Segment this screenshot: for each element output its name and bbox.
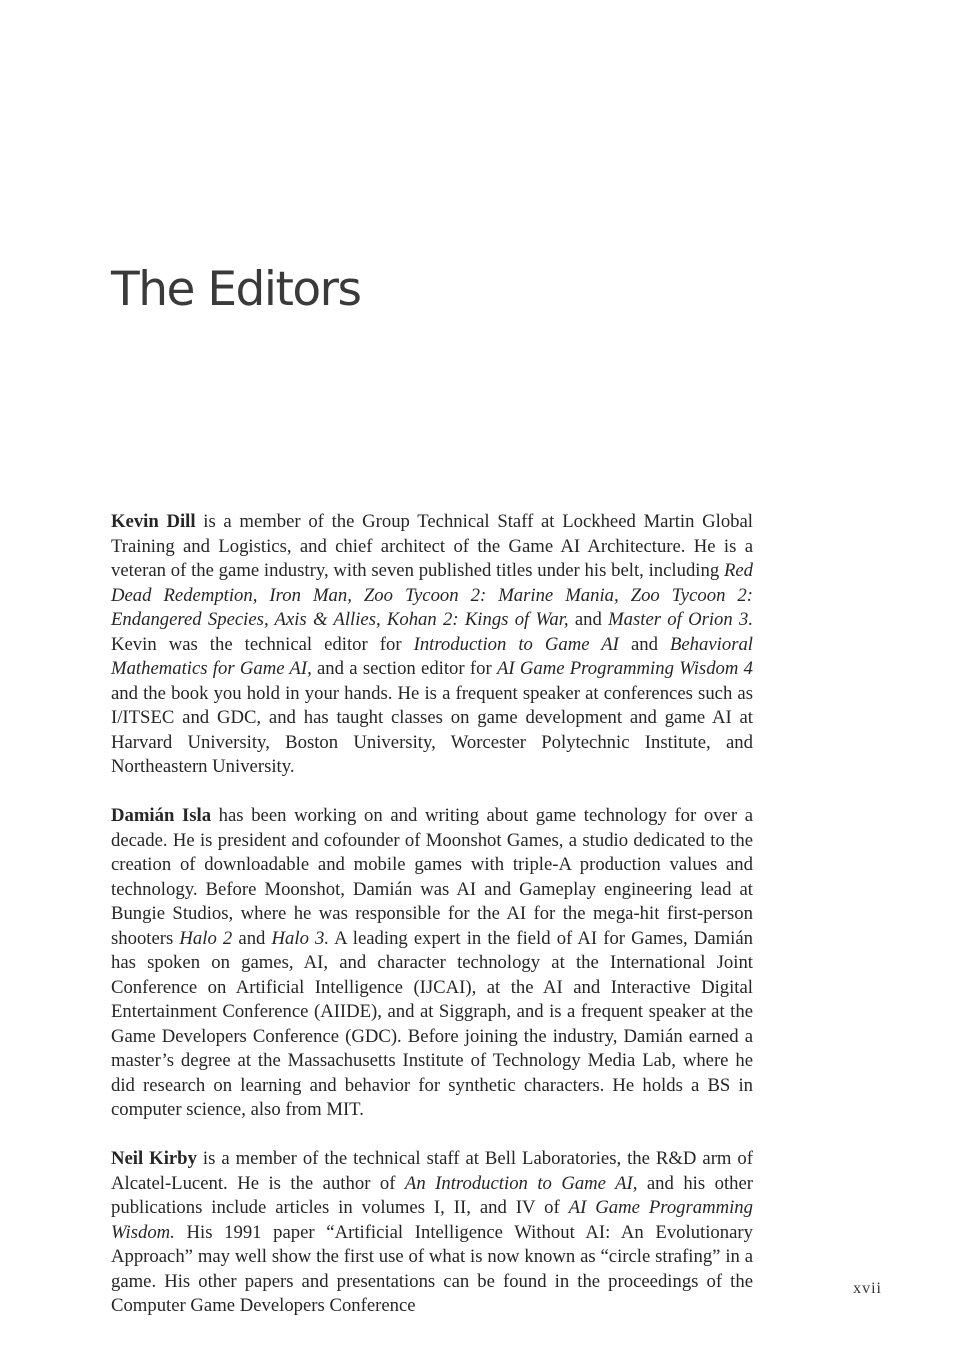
text-segment: has been working on and writing about game technology for over a decade. He is president and cofounder of Moonshot Games, a studio dedicated to the creation of downloadable and mobile games with triple-A production values and technology. Before Moonshot, Damián was AI and Gameplay engineering lead at Bungie Studios, where he was responsible for the AI for the mega-hit first-person shooters — [111, 805, 753, 949]
text-segment: is a member of the Group Technical Staff at Lockheed Martin Global Training and Logistics, and chief architect of the Game AI Architecture. He is a veteran of the game industry, with seven published titles under his belt, including — [111, 511, 753, 581]
text-segment: and — [568, 609, 609, 630]
bio-neil-kirby — [111, 1147, 753, 1319]
text-segment-italic: AI Game Programming Wisdom 4 — [496, 658, 753, 679]
text-segment-italic: Halo 2 — [179, 927, 233, 949]
text-segment-italic: Introduction to Game AI — [413, 633, 619, 655]
text-segment: and the book you hold in your hands. He is a frequent speaker at conferences such as I/ITSEC and GDC, and has taught classes on game development and game AI at Harvard University, Boston University, Worcester Polytechnic Institute, and Northeastern University. — [111, 682, 753, 777]
text-segment-italic: Behavioral Mathematics for Game AI, — [111, 633, 754, 679]
bio-name: Kevin Dill — [111, 511, 196, 532]
text-segment: and his other publications include articles in volumes I, II, and IV of — [111, 1172, 754, 1218]
bio-damian-isla — [111, 804, 753, 1123]
text-segment: His 1991 paper “Artificial Intelligence Without AI: An Evolutionary Approach” may well show the first use of what is now known as “circle strafing” in a game. His other papers and presentations can be found in the proceedings of the Computer Game Developers Conference — [111, 1221, 753, 1316]
bio-name: Neil Kirby — [111, 1148, 197, 1169]
page-number: xvii — [853, 1280, 882, 1297]
bio-name: Damián Isla — [111, 805, 212, 826]
bio-kevin-dill — [111, 510, 753, 780]
page-title: The Editors — [111, 262, 361, 317]
text-segment: and — [618, 633, 670, 655]
text-segment-italic: Master of Orion 3. — [608, 609, 753, 630]
text-segment: Kevin was the technical editor for — [111, 633, 414, 655]
text-segment: is a member of the technical staff at Bell Laboratories, the R&D arm of Alcatel-Lucent. He is the author of — [111, 1148, 754, 1194]
text-segment-italic: AI Game Programming Wisdom. — [111, 1197, 753, 1243]
body-text — [111, 510, 753, 1343]
text-segment: and a section editor for — [311, 658, 497, 679]
text-segment-italic: Halo 3. — [271, 927, 330, 949]
text-segment-italic: An Introduction to Game AI, — [404, 1172, 638, 1194]
text-segment-italic: Red Dead Redemption, Iron Man, Zoo Tycoon 2: Marine Mania, Zoo Tycoon 2: Endangered Species, Axis & Allies, Kohan 2: Kings of War, — [111, 560, 753, 630]
text-segment: A leading expert in the field of AI for Games, Damián has spoken on games, AI, and character technology at the International Joint Conference on Artificial Intelligence (IJCAI), at the AI and Interactive Digital Entertainment Conference (AIIDE), and at Siggraph, and is a frequent speaker at the Game Developers Conference (GDC). Before joining the industry, Damián earned a master’s degree at the Massachusetts Institute of Technology Media Lab, where he did research on learning and behavior for synthetic characters. He holds a BS in computer science, also from MIT. — [111, 927, 754, 1120]
text-segment: and — [232, 927, 272, 949]
